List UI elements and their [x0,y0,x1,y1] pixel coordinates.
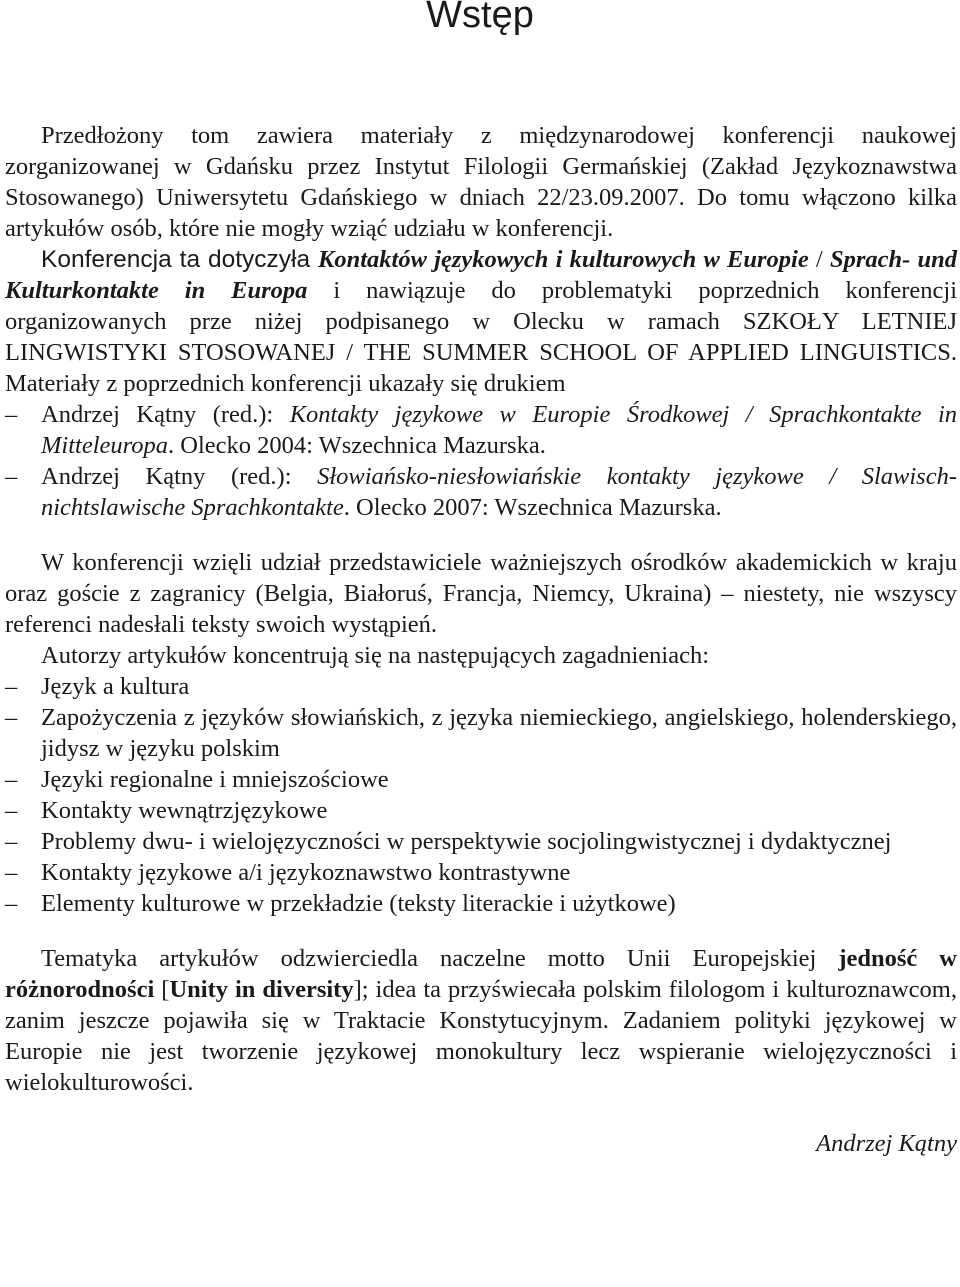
reference-author: Andrzej Kątny (red.): [41,401,290,428]
paragraph-topics-lead: Autorzy artykułów koncentrują się na następujących zagadnieniach: [41,642,710,669]
topic-text: Zapożyczenia z języków słowiańskich, z języka niemieckiego, angielskiego, holenderskiego, jidysz w języku polskim [41,704,957,762]
document-body [5,120,957,1159]
page-title: Wstęp [426,0,534,36]
topic-text: Język a kultura [41,673,190,700]
reference-item [5,461,957,523]
dash-bullet: – [5,890,18,917]
author-signature: Andrzej Kątny [816,1130,957,1157]
topic-text: Kontakty językowe a/i językoznawstwo kontrastywne [41,859,571,886]
dash-bullet: – [5,704,18,731]
topic-item [5,795,957,826]
conference-title-de: Sprach- und Kulturkontakte in Europa [5,246,957,304]
reference-item [5,399,957,461]
bracket-open: [ [154,976,170,1003]
dash-bullet: – [5,766,18,793]
reference-title: Kontakty językowe w Europie Środkowej / Sprachkontakte in Mitteleuropa [41,401,957,459]
reference-publisher: . Olecko 2007: Wszechnica Mazurska. [343,494,722,521]
dash-bullet: – [5,463,18,490]
conference-lead: Konferencja ta dotyczyła [41,246,318,273]
dash-bullet: – [5,828,18,855]
topic-item [5,671,957,702]
topic-text: Języki regionalne i mniejszościowe [41,766,389,793]
dash-bullet: – [5,859,18,886]
paragraph-participants: W konferencji wzięli udział przedstawiciele ważniejszych ośrodków akademickich w kraju oraz goście z zagranicy (Belgia, Białoruś, Francja, Niemcy, Ukraina) – niestety, nie wszyscy referenci nadesłali teksty swoich wystąpień. [5,549,957,638]
motto-rest: ]; idea ta przyświecała polskim filologom i kulturoznawcom, zanim jeszcze pojawiła się w Traktacie Konstytucyjnym. Zadaniem polityki językowej w Europie nie jest tworzenie językowej monokultury lecz wspieranie wielojęzyczności i wielokulturowości. [5,976,957,1096]
topic-item [5,826,957,857]
topic-item [5,764,957,795]
topic-text: Problemy dwu- i wielojęzyczności w perspektywie socjolingwistycznej i dydaktycznej [41,828,892,855]
paragraph-intro: Przedłożony tom zawiera materiały z międzynarodowej konferencji naukowej zorganizowanej w Gdańsku przez Instytut Filologii Germańskiej (Zakład Językoznawstwa Stosowanego) Uniwersytetu Gdańskiego w dniach 22/23.09.2007. Do tomu włączono kilka artykułów osób, które nie mogły wziąć udziału w konferencji. [5,122,957,242]
topic-item [5,702,957,764]
topic-text: Kontakty wewnątrzjęzykowe [41,797,328,824]
conference-title-pl: Kontaktów językowych i kulturowych w Europie [318,246,809,273]
topic-text: Elementy kulturowe w przekładzie (teksty literackie i użytkowe) [41,890,676,917]
title-separator: / [808,246,830,273]
dash-bullet: – [5,401,18,428]
reference-author: Andrzej Kątny (red.): [41,463,318,490]
motto-polish: jedność w różnorodności [5,945,957,1003]
topic-item [5,857,957,888]
conference-rest: i nawiązuje do problematyki poprzednich konferencji organizowanych prze niżej podpisanego w Olecku w ramach SZKOŁY LETNIEJ LINGWISTYKI STOSOWANEJ / THE SUMMER SCHOOL OF APPLIED LINGUISTICS. Materiały z poprzednich konferencji ukazały się drukiem [5,277,957,397]
paragraph-conference [5,244,957,399]
reference-title: Słowiańsko-niesłowiańskie kontakty językowe / Slawisch-nichtslawische Sprachkontakte [41,463,957,521]
dash-bullet: – [5,673,18,700]
motto-lead: Tematyka artykułów odzwierciedla naczelne motto Unii Europejskiej [41,945,839,972]
topic-item [5,888,957,919]
paragraph-motto [5,943,957,1098]
motto-english: Unity in diversity [169,976,354,1003]
dash-bullet: – [5,797,18,824]
reference-publisher: . Olecko 2004: Wszechnica Mazurska. [168,432,546,459]
